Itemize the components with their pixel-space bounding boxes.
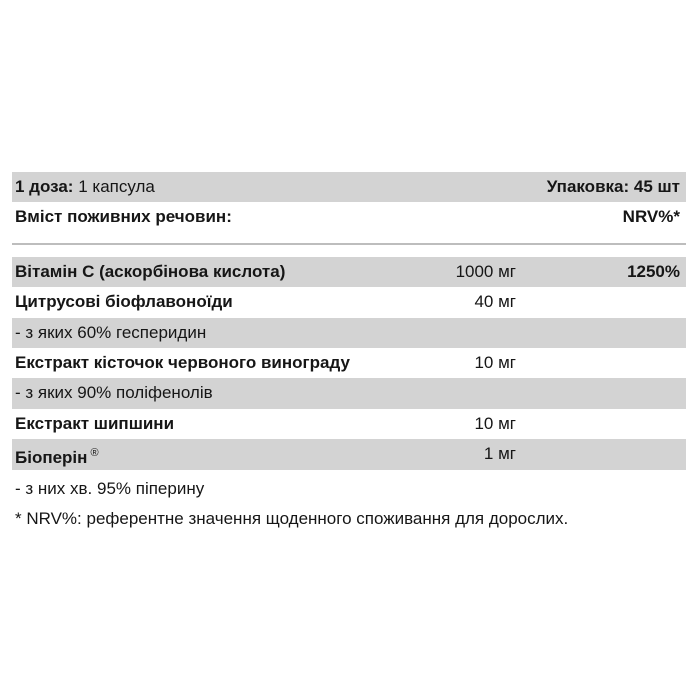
table-row bbox=[12, 257, 686, 287]
ingredient-name: Цитрусові біофлавоноїди bbox=[15, 292, 233, 312]
footnote: * NRV%: референтне значення щоденного споживання для дорослих. bbox=[15, 508, 569, 528]
nutrients-header-row bbox=[12, 202, 686, 232]
ingredient-subitem: - з них хв. 95% піперину bbox=[15, 478, 205, 498]
ingredient-name-text: Біоперін bbox=[15, 448, 88, 468]
dose bbox=[15, 172, 155, 201]
ingredient-name: Вітамін С (аскорбінова кислота) bbox=[15, 261, 286, 281]
table-row bbox=[12, 474, 686, 504]
ingredient-name: Екстракт кісточок червоного винограду bbox=[15, 352, 350, 372]
registered-mark: ® bbox=[90, 447, 99, 460]
ingredient-amount: 10 мг bbox=[474, 413, 516, 433]
divider bbox=[12, 243, 686, 245]
table-row bbox=[12, 378, 686, 408]
ingredient-amount: 10 мг bbox=[474, 352, 516, 372]
dose-value: 1 капсула bbox=[78, 177, 155, 196]
ingredient-nrv: 1250% bbox=[627, 261, 680, 281]
table-row bbox=[12, 348, 686, 378]
dose-label: 1 доза: bbox=[15, 177, 74, 196]
ingredient-subitem: - з яких 90% поліфенолів bbox=[15, 383, 213, 403]
ingredient-amount: 1 мг bbox=[483, 444, 516, 464]
table-row bbox=[12, 287, 686, 317]
ingredient-name: Екстракт шипшини bbox=[15, 413, 175, 433]
ingredient-subitem: - з яких 60% гесперидин bbox=[15, 322, 207, 342]
nutrients-label: Вміст поживних речовин: bbox=[15, 207, 232, 227]
serving-row bbox=[12, 172, 686, 202]
ingredient-amount: 1000 мг bbox=[455, 261, 516, 281]
nutrition-table bbox=[12, 172, 686, 534]
table-row bbox=[12, 409, 686, 439]
ingredient-name bbox=[15, 439, 99, 472]
table-row bbox=[12, 318, 686, 348]
table-row bbox=[12, 439, 686, 469]
package-label: Упаковка: 45 шт bbox=[546, 177, 680, 196]
footnote-row bbox=[12, 504, 686, 534]
nrv-header: NRV%* bbox=[622, 207, 680, 227]
ingredient-amount: 40 мг bbox=[474, 292, 516, 312]
